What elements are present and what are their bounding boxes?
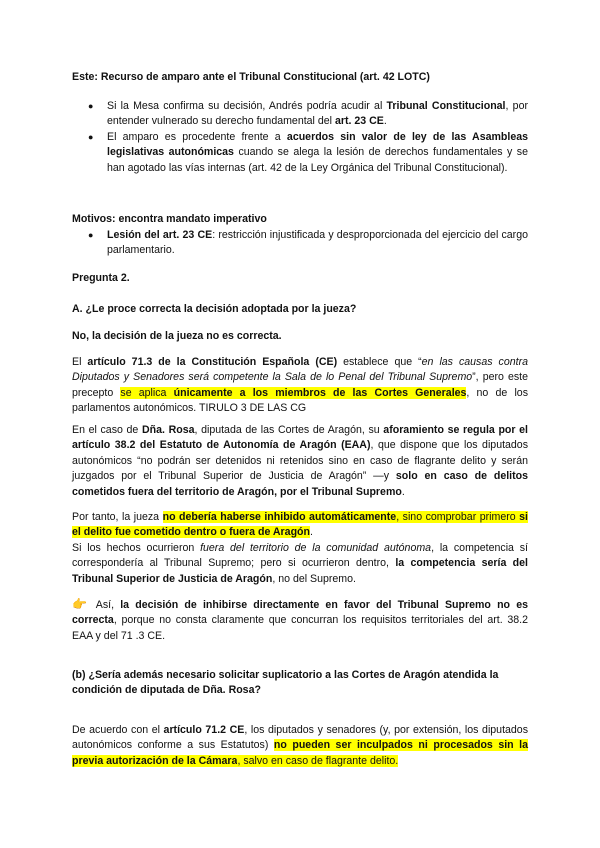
pointing-hand-icon: 👉: [72, 597, 91, 611]
paragraph-por-tanto: Por tanto, la jueza no debería haberse inhibido automáticamente, sino comprobar primero si el delito fue cometido dentro o fuera de Aragón.: [72, 511, 528, 539]
bullet-icon: ●: [88, 131, 94, 142]
question-a: A. ¿Le proce correcta la decisión adoptada por la jueza?: [72, 303, 357, 315]
paragraph-art-71-3: El artículo 71.3 de la Constitución Española (CE) establece que “en las causas contra Diputados y Senadores será competente la Sala de lo Penal del Tribunal Supremo”, pero este precepto se aplica únicamente a los miembros de las Cortes Generales, no de los parlamentos autonómicos. TIRULO 3 DE LAS CG: [72, 356, 528, 415]
answer-a: No, la decisión de la jueza no es correcta.: [72, 330, 282, 342]
bullet-list-1: [72, 99, 528, 176]
paragraph-dna-rosa: En el caso de Dña. Rosa, diputada de las Cortes de Aragón, su aforamiento se regula por el artículo 38.2 del Estatuto de Autonomía de Aragón (EAA), que dispone que los diputados autonómicos “no podrán ser detenidos ni retenidos sino en caso de flagrante delito y serán juzgados por el Tribunal Superior de Justicia de Aragón” —y solo en caso de delitos cometidos fuera del territorio de Aragón, por el Tribunal Supremo.: [72, 424, 529, 498]
motivos-heading: Motivos: encontra mandato imperativo: [72, 213, 267, 225]
paragraph-art-71-2: De acuerdo con el artículo 71.2 CE, los diputados y senadores (y, por extensión, los diputados autonómicos conforme a sus Estatutos) no pueden ser inculpados ni procesados sin la previa autorización de la Cámara, salvo en caso de flagrante delito.: [72, 724, 529, 767]
list-item: ● Lesión del art. 23 CE: restricción injustificada y desproporcionada del ejercicio del cargo parlamentario.: [88, 229, 528, 257]
bullet-icon: ●: [88, 101, 94, 111]
list-item: ● El amparo es procedente frente a acuerdos sin valor de ley de las Asambleas legislativas autonómicas cuando se alega la lesión de derechos fundamentales y se han agotado las vías internas (art. 42 de la Ley Orgánica del Tribunal Constitucional).: [88, 130, 529, 174]
question-b: (b) ¿Sería además necesario solicitar suplicatorio a las Cortes de Aragón atendida la condición de diputada de Dña. Rosa?: [72, 669, 499, 697]
bullet-list-2: [72, 228, 528, 259]
bullet-icon: ●: [88, 230, 94, 240]
paragraph-conclusion: 👉 Así, la decisión de inhibirse directamente en favor del Tribunal Supremo no es correcta, porque no consta claramente que concurran los requisitos territoriales del art. 38.2 EAA y del 71 .3 CE.: [72, 597, 528, 642]
pregunta-2-heading: Pregunta 2.: [72, 272, 130, 284]
paragraph-si-los-hechos: Si los hechos ocurrieron fuera del territorio de la comunidad autónoma, la competencia sí correspondería al Tribunal Supremo; pero si ocurrieron dentro, la competencia sería del Tribunal Superior de Justicia de Aragón, no del Supremo.: [72, 542, 528, 585]
section-title: Este: Recurso de amparo ante el Tribunal Constitucional (art. 42 LOTC): [72, 71, 430, 83]
list-item: ● Si la Mesa confirma su decisión, Andrés podría acudir al Tribunal Constitucional, por entender vulnerado su derecho fundamental del art. 23 CE.: [88, 100, 528, 128]
